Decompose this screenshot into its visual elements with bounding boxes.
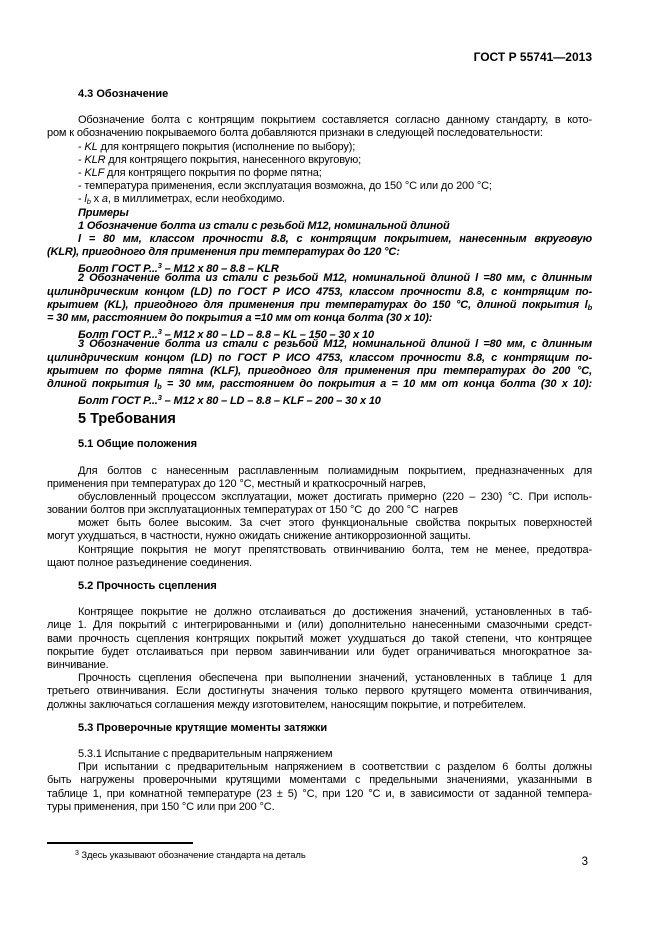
text-line — [47, 338, 592, 351]
text-line — [47, 325, 592, 338]
text-line — [47, 788, 592, 801]
text-line — [47, 299, 592, 312]
text-line — [47, 633, 592, 646]
text-segment: b — [587, 302, 592, 312]
text-segment: для контрящего покрытия, нанесенного вкруговую; — [105, 153, 362, 166]
text-segment: KLR — [84, 153, 106, 166]
text-line — [47, 365, 592, 378]
text-segment: Примеры — [78, 206, 129, 219]
text-segment: 2 Обозначение болта из стали с резьбой М12, номинальной длиной l =80 мм, с длинным — [78, 272, 592, 285]
text-line — [47, 748, 592, 761]
text-line — [47, 141, 592, 154]
text-line — [47, 517, 592, 530]
text-segment: быть нагружены проверочными крутящими моментами с предельными значениями, указанными в — [47, 774, 592, 787]
text-line — [47, 699, 592, 712]
text-segment: Болт ГОСТ Р... — [78, 329, 158, 339]
text-segment: винчивание. — [47, 658, 109, 671]
text-segment: зовании болтов при эксплуатационных температурах от 150 °С до 200 °С нагрев — [47, 504, 458, 517]
section-heading: 5.3 Проверочные крутящие моменты затяжки — [78, 721, 328, 734]
text-line — [47, 233, 592, 246]
text-line — [47, 659, 592, 672]
text-segment: - — [78, 153, 85, 166]
text-line — [47, 114, 592, 127]
footnote — [75, 848, 306, 862]
page-number: 3 — [581, 856, 588, 868]
text-line — [47, 761, 592, 774]
section-heading: 5 Требования — [78, 411, 176, 428]
text-line — [47, 207, 592, 220]
paragraph-block — [47, 748, 592, 814]
section-heading: 5.1 Общие положения — [78, 438, 198, 451]
text-line — [47, 774, 592, 787]
text-segment: 1 Обозначение болта из стали с резьбой М12, номинальной длиной — [78, 219, 450, 232]
text-segment: длиной покрытия — [47, 377, 155, 390]
paragraph-block — [47, 606, 592, 712]
text-segment: – М12 х 80 – LD – 8.8 – KL – 150 – 30 х 10 — [161, 329, 374, 339]
text-segment: l = 80 мм, классом прочности 8.8, с контрящим покрытием, нанесенным вкруговую — [78, 232, 592, 245]
text-segment: должны заключаться соглашения между изготовителем, наносящим покрытие, и потребителем. — [47, 698, 526, 711]
standard-number-header: ГОСТ Р 55741—2013 — [473, 50, 592, 64]
text-line — [47, 530, 592, 543]
text-segment: крытием (KL), пригодного для применения при температурах до 150 °С, длиной покрытия — [47, 298, 585, 311]
text-segment: цилиндрическим концом (LD) по ГОСТ Р ИСО 4753, классом прочности 8.8, с контрящим по- — [47, 285, 592, 298]
text-segment: применения при температурах до 120 °С, местный и краткосрочный нагрев, — [47, 477, 426, 490]
text-segment: покрытие будет отслаиваться при первом завинчивании или будет ограничиваться многократное за- — [47, 645, 592, 658]
text-segment: может быть более высоким. За счет этого функциональные свойства покрытых поверхностей — [78, 517, 592, 530]
text-line — [47, 272, 592, 285]
text-segment: Болт ГОСТ Р... — [78, 263, 158, 273]
text-segment: а — [101, 193, 108, 206]
section-heading: 5.2 Прочность сцепления — [78, 580, 217, 593]
text-segment: Контрящее покрытие не должно отслаиваться до достижения значений, установленных в таб- — [78, 606, 592, 619]
text-segment: l — [584, 298, 588, 311]
text-segment: – М12 х 80 – LD – 8.8 – KLF – 200 – 30 х 10 — [161, 395, 381, 405]
text-segment: таблице 1, при комнатной температуре (23 ± 5) °С, при 120 °С и, в зависимости от заданной темпера- — [47, 787, 592, 800]
text-segment: Прочность сцепления обеспечена при выполнении значений, установленных в таблице 1 для — [78, 672, 592, 685]
text-line — [47, 478, 592, 491]
footnote-divider — [47, 842, 193, 844]
text-segment: могут ухудшаться, в частности, нужно ожидать снижение антикоррозионной защиты. — [47, 530, 471, 543]
text-segment: обусловленный процессом эксплуатации, может достигать примерно (220 – 230) °С. При исполь- — [78, 490, 592, 503]
text-line — [47, 246, 592, 259]
text-segment: 3 — [157, 327, 162, 337]
text-line — [47, 154, 592, 167]
text-segment: Для болтов с нанесенным расплавленным полиамидным покрытием, предназначенных для — [78, 464, 592, 477]
text-segment: Болт ГОСТ Р... — [78, 395, 158, 405]
text-line — [47, 619, 592, 632]
text-segment: 3 — [157, 393, 162, 403]
text-segment: b — [157, 381, 162, 391]
text-line — [47, 167, 592, 180]
text-segment: третьего отвинчивания. Если достигнуты значения только первого крутящего момента отвинчивания, — [47, 685, 592, 698]
text-line — [47, 504, 592, 517]
text-line — [47, 180, 592, 193]
text-segment: вами прочность сцепления контрящих покрытий может ухудшаться до такой степени, что контрящее — [47, 632, 592, 645]
text-segment: х — [90, 193, 102, 206]
text-line — [47, 286, 592, 299]
text-segment: для контрящего покрытия (исполнение по выбору); — [97, 140, 356, 153]
paragraph-block — [47, 465, 592, 571]
footnote-marker: 3 — [75, 850, 79, 857]
text-segment: цилиндрическим концом (LD) по ГОСТ Р ИСО 4753, классом прочности 8.8, с контрящим по- — [47, 351, 592, 364]
text-segment: l — [154, 377, 158, 390]
text-line — [47, 801, 592, 814]
text-segment: - температура применения, если эксплуатация возможна, до 150 °С или до 200 °С; — [78, 180, 492, 193]
text-segment: = 30 мм, расстоянием до покрытия а =10 мм от конца болта (30 х 10): — [47, 312, 433, 325]
text-line — [47, 646, 592, 659]
text-segment: KL — [84, 140, 98, 153]
text-segment: лице 1. Для покрытий с интегрированными и (или) дополнительно нанесенными смазочными средст- — [47, 619, 592, 632]
text-line — [47, 465, 592, 478]
text-segment: l — [84, 193, 87, 206]
text-line — [47, 544, 592, 557]
text-line — [47, 557, 592, 570]
text-segment: Контрящие покрытия не могут препятствовать отвинчиванию болта, тем не менее, предотвра- — [78, 543, 592, 556]
text-line — [47, 378, 592, 391]
text-segment: щают полное разъединение соединения. — [47, 556, 252, 569]
text-line — [47, 672, 592, 685]
text-segment: 5.3.1 Испытание с предварительным напряжением — [78, 747, 333, 760]
text-segment: ром к обозначению покрываемого болта добавляются признаки в следующей последовательности: — [47, 127, 543, 140]
text-line — [47, 352, 592, 365]
text-segment: b — [86, 197, 91, 207]
paragraph-block — [47, 114, 592, 404]
text-segment: - — [78, 140, 85, 153]
text-segment: 3 — [157, 261, 162, 271]
text-line — [47, 312, 592, 325]
section-heading: 4.3 Обозначение — [78, 88, 169, 100]
page-content — [47, 50, 592, 814]
text-line — [47, 606, 592, 619]
text-segment: – М12 х 80 – 8.8 – KLR — [161, 263, 279, 273]
text-segment: 3 Обозначение болта из стали с резьбой М12, номинальной длиной l =80 мм, с длинным — [78, 338, 592, 351]
text-line — [47, 193, 592, 206]
document-body — [47, 88, 592, 814]
text-segment: Обозначение болта с контрящим покрытием составляется согласно данному стандарту, в кото- — [78, 114, 592, 127]
text-line — [47, 391, 592, 404]
text-segment: , в миллиметрах, если необходимо. — [107, 193, 285, 206]
text-segment: для контрящего покрытия по форме пятна; — [104, 166, 322, 179]
text-line — [47, 685, 592, 698]
text-segment: - — [78, 193, 85, 206]
text-line — [47, 127, 592, 140]
text-segment: = 30 мм, расстоянием до покрытия а = 10 мм от конца болта (30 х 10): — [161, 377, 592, 390]
text-line — [47, 491, 592, 504]
text-segment: (KLR), пригодного для применения при температурах до 120 °С: — [47, 246, 400, 259]
footnote-text: Здесь указывают обозначение стандарта на деталь — [78, 850, 306, 861]
text-segment: KLF — [84, 166, 105, 179]
text-segment: - — [78, 166, 85, 179]
text-line — [47, 259, 592, 272]
text-segment: туры применения, при 150 °С или при 200 °С. — [47, 800, 275, 813]
text-segment: крытием по форме пятна (KLF), пригодного для применения при температурах до 200 °С, — [47, 364, 592, 377]
text-line — [47, 220, 592, 233]
text-segment: При испытании с предварительным напряжением в соответствии с разделом 6 болты должны — [78, 761, 592, 774]
